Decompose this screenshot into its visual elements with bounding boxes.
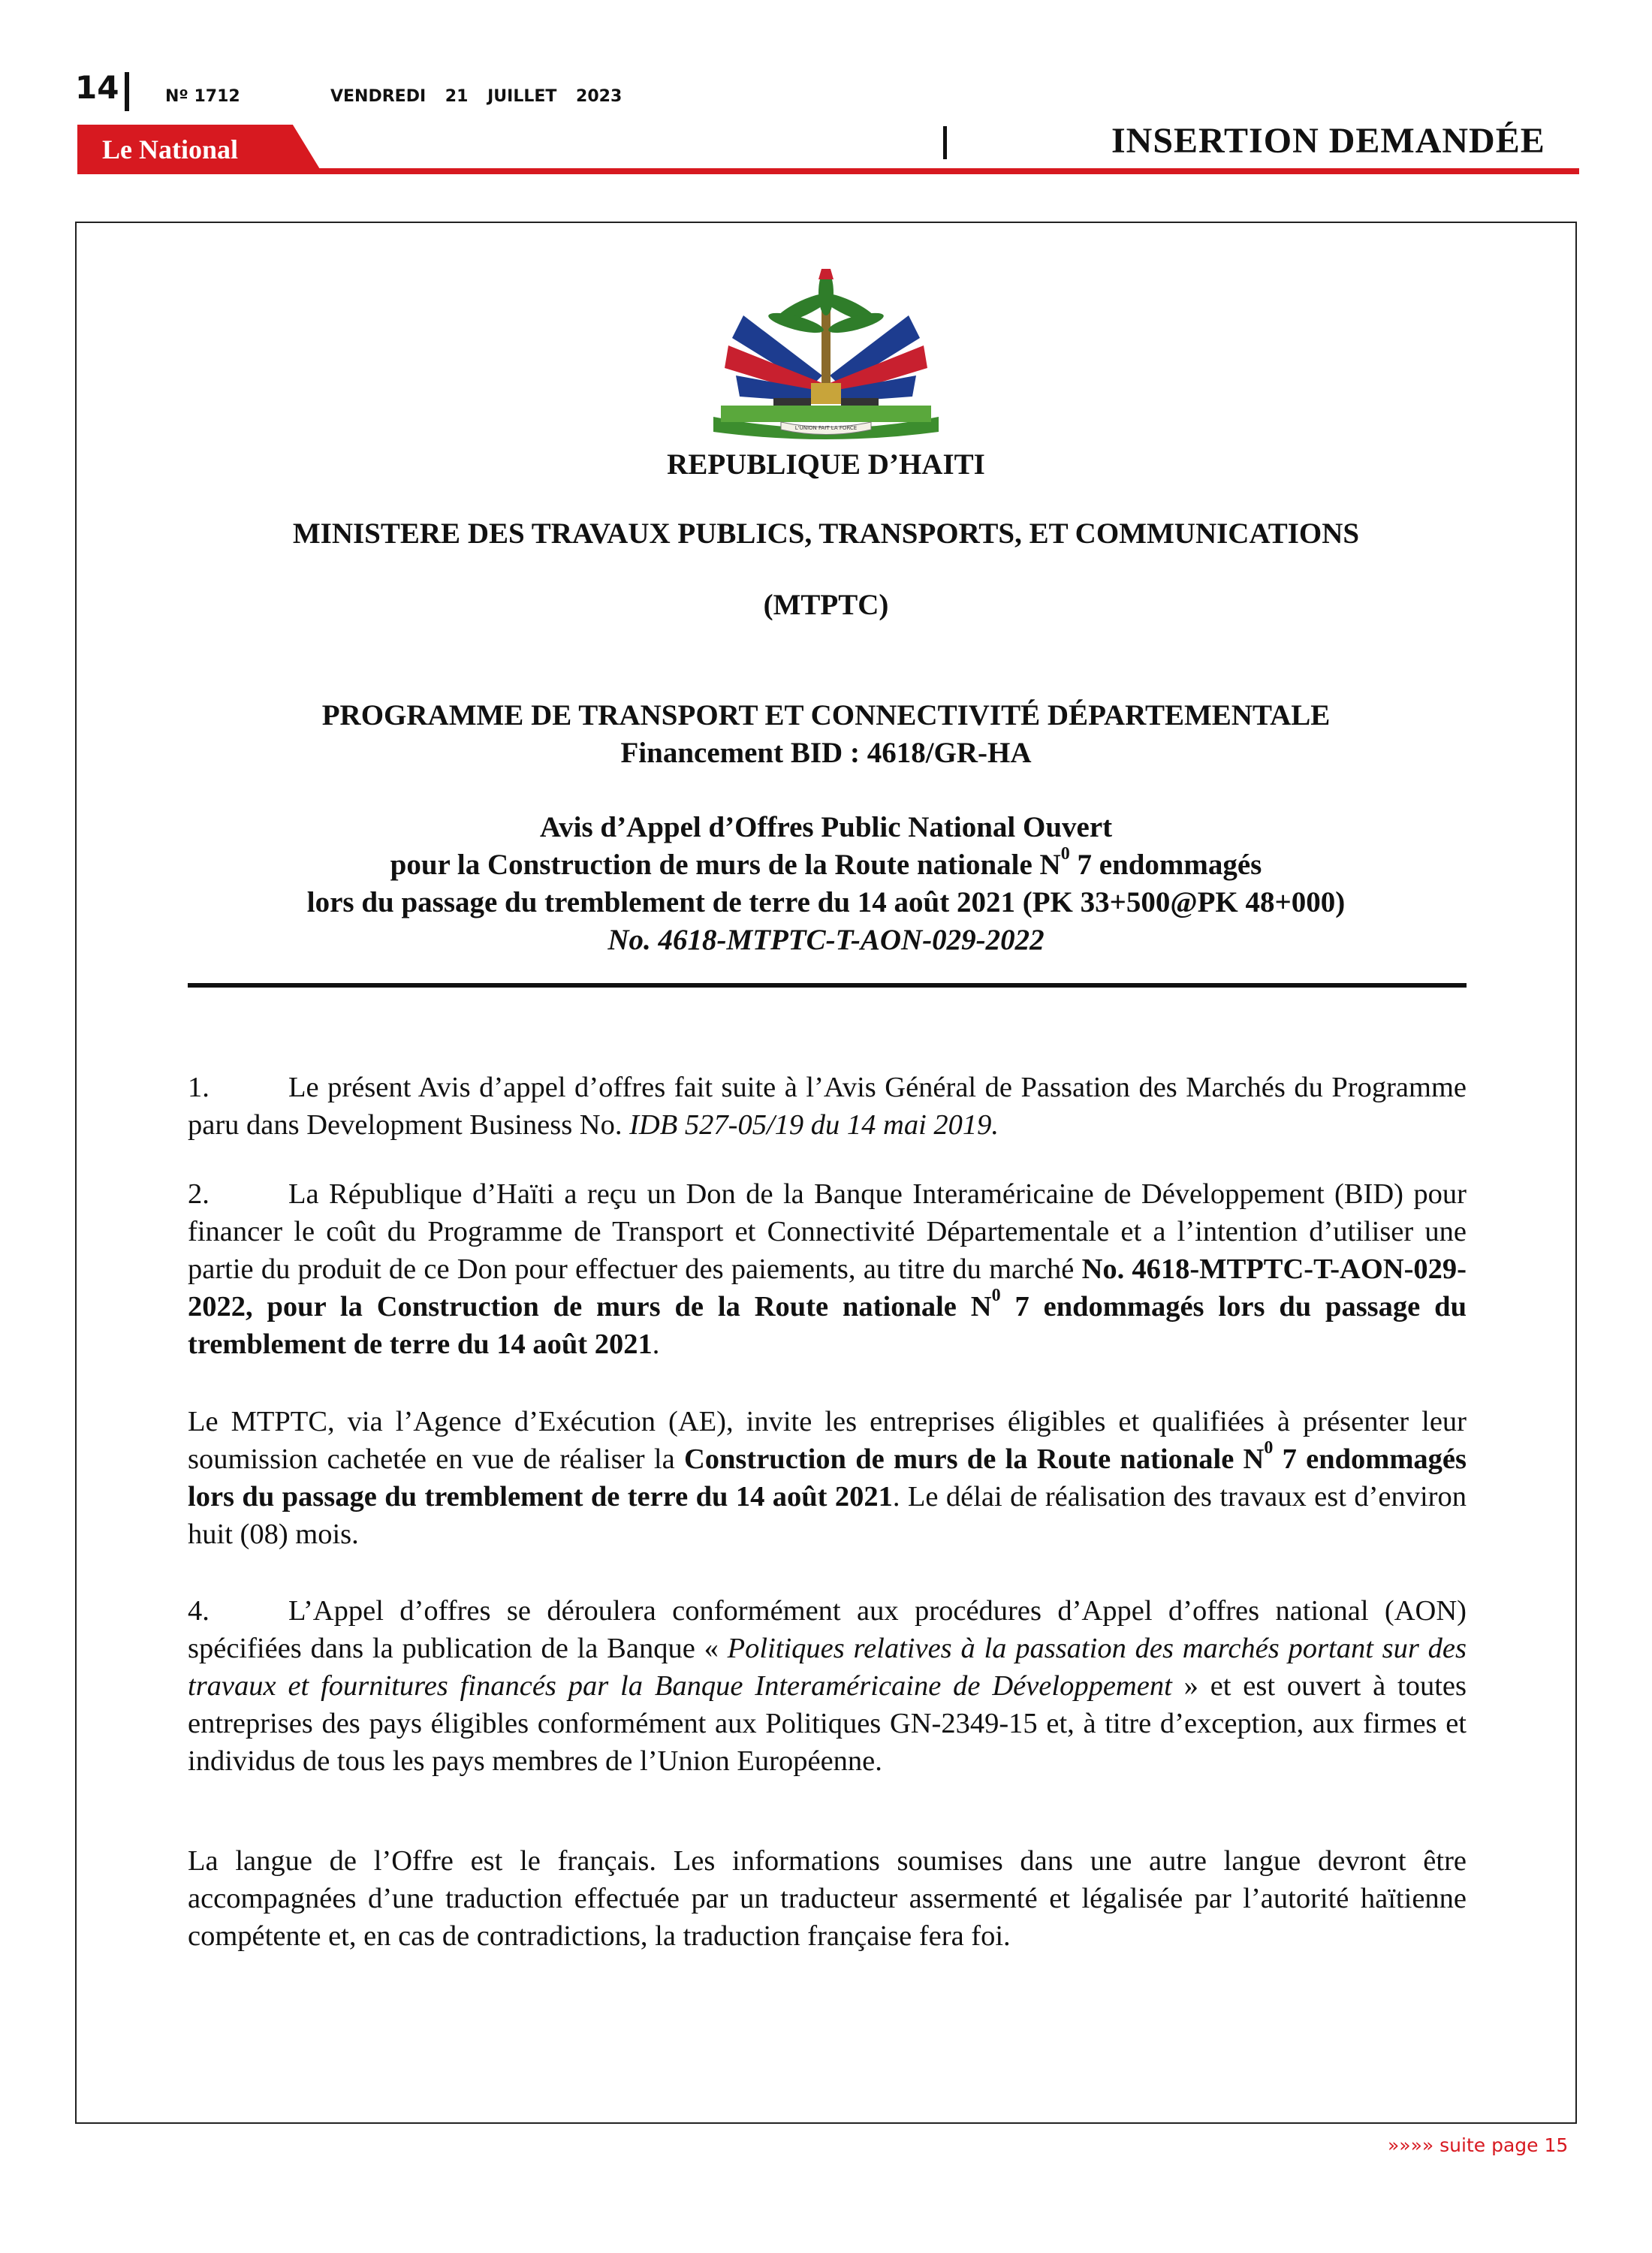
ministry-heading: MINISTERE DES TRAVAUX PUBLICS, TRANSPORTS, ET COMMUNICATIONS xyxy=(292,517,1360,550)
paragraph-5: La langue de l’Offre est le français. Les informations soumises dans une autre langue devront être accompagnées d’une traduction effectuée par un traducteur assermenté et légalisée par l’autorité haïtienne compétente et, en cas de contradictions, la traduction française fera foi. xyxy=(188,1845,1467,1952)
header-divider xyxy=(125,72,129,111)
paragraph-2: 2. La République d’Haïti a reçu un Don de la Banque Interaméricaine de Développement (BID) pour financer le coût du Programme de Transport et Connectivité Départementale et a l’intention d’utiliser une partie du produit de ce Don pour effectuer des paiements, au titre du marché No. 4618-MTPTC-T-AON-029-2022, pour la Construction de murs de la Route nationale $N^0$ 7 endommagés lors du passage du tremblement de terre du 14 août 2021. xyxy=(188,1178,1467,1360)
section-separator xyxy=(943,126,947,159)
tender-subject: pour la Construction de murs de la Route nationale $N^0$ 7 endommagés xyxy=(390,844,1262,881)
tender-heading xyxy=(188,809,1464,959)
paragraph-3: Le MTPTC, via l’Agence d’Exécution (AE), invite les entreprises éligibles et qualifiées à présenter leur soumission cachetée en vue de réaliser la Construction de murs de la Route nationale $N^0$ 7 endommagés lors du passage du tremblement de terre du 14 août 2021. Le délai de réalisation des travaux est d’environ huit (08) mois. xyxy=(188,1406,1467,1550)
issue-date: VENDREDI 21 JUILLET 2023 xyxy=(330,87,623,106)
heading-rule xyxy=(188,983,1467,988)
tender-reference: No. 4618-MTPTC-T-AON-029-2022 xyxy=(607,924,1045,956)
page-number: 14 xyxy=(75,69,119,106)
republic-heading: REPUBLIQUE D’HAITI xyxy=(667,448,985,481)
paragraph-1: 1. Le présent Avis d’appel d’offres fait suite à l’Avis Général de Passation des Marchés du Programme paru dans Development Business No. IDB 527-05/19 du 14 mai 2019. xyxy=(188,1072,1467,1141)
brand-logo: Le National xyxy=(102,134,239,164)
program-title: PROGRAMME DE TRANSPORT ET CONNECTIVITÉ DÉPARTEMENTALE xyxy=(321,699,1331,731)
program-heading xyxy=(188,697,1464,772)
coat-of-arms-icon xyxy=(698,263,954,443)
paragraph-4: 4. L’Appel d’offres se déroulera conformément aux procédures d’Appel d’offres national (AON) spécifiées dans la publication de la Banque « Politiques relatives à la passation des marchés portant sur des travaux et fournitures financés par la Banque Interaméricaine de Développement » et est ouvert à toutes entreprises des pays éligibles conformément aux Politiques GN-2349-15 et, à titre d’exception, aux firmes et individus de tous les pays membres de l’Union Européenne. xyxy=(188,1595,1467,1777)
tender-title: Avis d’Appel d’Offres Public National Ouvert xyxy=(539,811,1113,843)
continued-link[interactable]: »»»» suite page 15 xyxy=(1388,2134,1569,2156)
ministry-abbreviation: (MTPTC) xyxy=(763,589,889,621)
header-rule xyxy=(77,168,1579,174)
section-title: INSERTION DEMANDÉE xyxy=(1111,121,1545,161)
funding-line: Financement BID : 4618/GR-HA xyxy=(620,737,1032,769)
notice-frame xyxy=(75,222,1577,2124)
tender-context: lors du passage du tremblement de terre du 14 août 2021 (PK 33+500@PK 48+000) xyxy=(306,886,1346,918)
issue-number: Nº 1712 xyxy=(165,87,240,106)
emblem-motto: L'UNION FAIT LA FORCE xyxy=(794,425,858,431)
